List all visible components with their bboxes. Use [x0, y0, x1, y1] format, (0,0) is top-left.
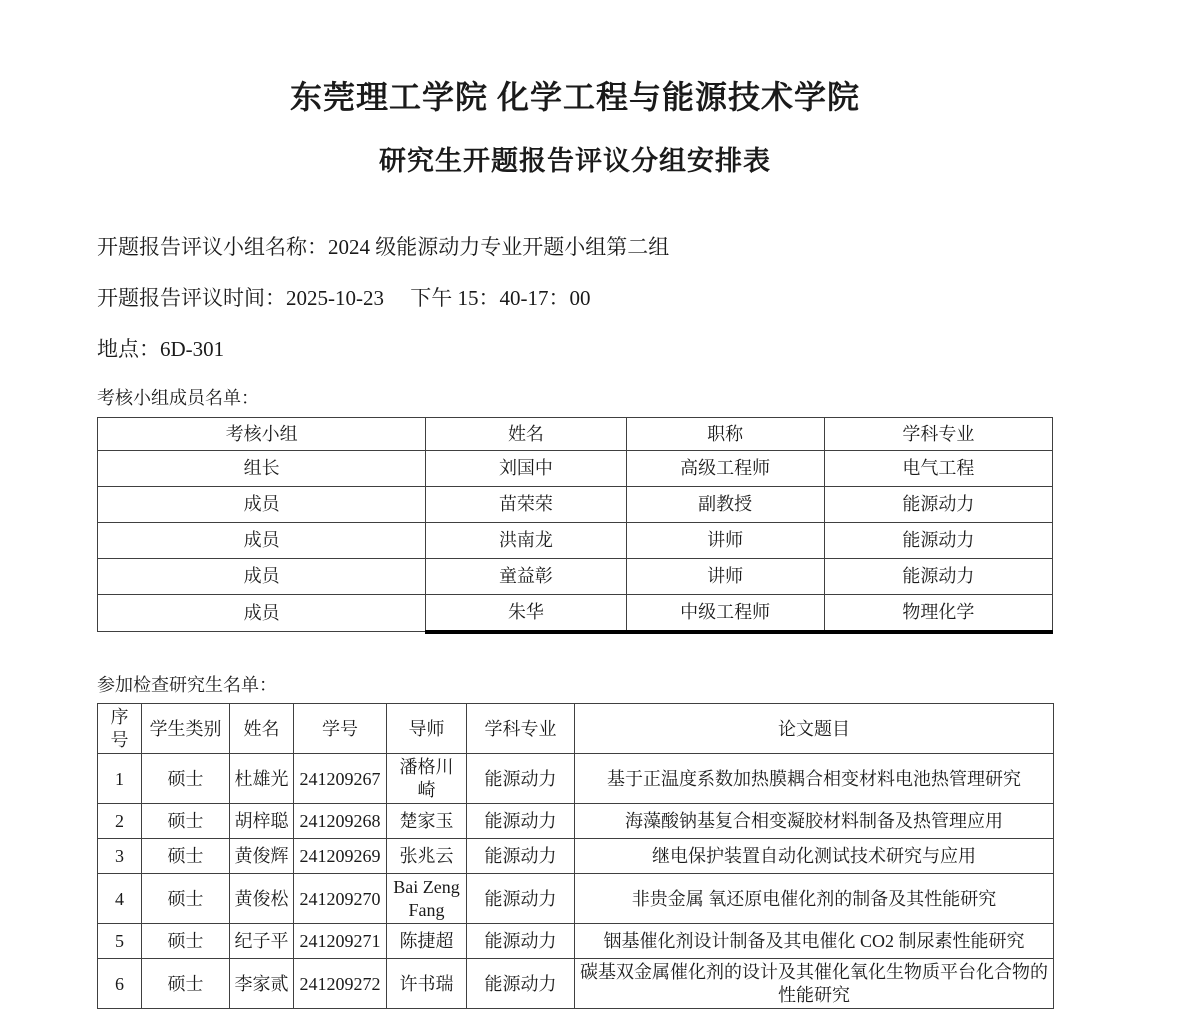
student-row [98, 804, 1054, 839]
student-row [98, 754, 1054, 804]
committee-row [98, 522, 1053, 558]
student-header-row [98, 704, 1054, 754]
student-header-cell: 论文题目 [575, 704, 1054, 754]
students-table [97, 703, 1054, 1009]
student-header-cell: 导师 [387, 704, 467, 754]
student-cell: 碳基双金属催化剂的设计及其催化氧化生物质平台化合物的性能研究 [575, 959, 1054, 1009]
student-cell: 李家贰 [230, 959, 294, 1009]
student-cell: 能源动力 [467, 804, 575, 839]
student-row [98, 874, 1054, 924]
student-cell: 非贵金属 氧还原电催化剂的制备及其性能研究 [575, 874, 1054, 924]
student-cell: 241209268 [294, 804, 387, 839]
student-cell: 241209269 [294, 839, 387, 874]
student-cell: 241209267 [294, 754, 387, 804]
student-cell: 硕士 [142, 839, 230, 874]
committee-cell: 能源动力 [824, 486, 1052, 522]
review-time-value: 2025-10-23 下午 15：40-17：00 [286, 286, 591, 311]
student-header-cell: 学号 [294, 704, 387, 754]
committee-cell: 中级工程师 [626, 594, 824, 632]
committee-cell: 朱华 [426, 594, 626, 632]
student-header-cell: 序号 [98, 704, 142, 754]
committee-cell: 成员 [98, 486, 426, 522]
committee-cell: 组长 [98, 450, 426, 486]
student-cell: 杜雄光 [230, 754, 294, 804]
student-cell: 硕士 [142, 804, 230, 839]
committee-row [98, 594, 1053, 632]
committee-header-cell: 职称 [626, 417, 824, 450]
student-cell: 基于正温度系数加热膜耦合相变材料电池热管理研究 [575, 754, 1054, 804]
student-cell: 硕士 [142, 924, 230, 959]
committee-cell: 讲师 [626, 558, 824, 594]
student-row [98, 924, 1054, 959]
committee-cell: 成员 [98, 522, 426, 558]
student-cell: 能源动力 [467, 959, 575, 1009]
student-cell: 硕士 [142, 959, 230, 1009]
location-line [97, 337, 1053, 361]
review-time-label: 开题报告评议时间： [97, 286, 286, 311]
committee-row [98, 486, 1053, 522]
student-cell: 铟基催化剂设计制备及其电催化 CO2 制尿素性能研究 [575, 924, 1054, 959]
student-header-cell: 学生类别 [142, 704, 230, 754]
group-name-line [97, 235, 1053, 259]
student-cell: 纪子平 [230, 924, 294, 959]
student-row [98, 839, 1054, 874]
group-name-label: 开题报告评议小组名称： [97, 234, 328, 259]
committee-cell: 电气工程 [824, 450, 1052, 486]
student-cell: 能源动力 [467, 874, 575, 924]
group-name-value: 2024 级能源动力专业开题小组第二组 [328, 234, 670, 259]
student-cell: Bai Zeng Fang [387, 874, 467, 924]
student-cell: 能源动力 [467, 924, 575, 959]
student-cell: 241209272 [294, 959, 387, 1009]
review-time-line [97, 286, 1053, 310]
student-cell: 黄俊辉 [230, 839, 294, 874]
committee-header-cell: 学科专业 [824, 417, 1052, 450]
student-cell: 海藻酸钠基复合相变凝胶材料制备及热管理应用 [575, 804, 1054, 839]
student-cell: 张兆云 [387, 839, 467, 874]
committee-cell: 刘国中 [426, 450, 626, 486]
committee-cell: 苗荣荣 [426, 486, 626, 522]
student-cell: 6 [98, 959, 142, 1009]
committee-row [98, 450, 1053, 486]
committee-cell: 能源动力 [824, 522, 1052, 558]
committee-cell: 物理化学 [824, 594, 1052, 632]
committee-row [98, 558, 1053, 594]
committee-cell: 成员 [98, 558, 426, 594]
student-cell: 硕士 [142, 754, 230, 804]
student-cell: 4 [98, 874, 142, 924]
committee-cell: 副教授 [626, 486, 824, 522]
document-content [97, 0, 1053, 1009]
student-cell: 5 [98, 924, 142, 959]
student-cell: 3 [98, 839, 142, 874]
student-cell: 胡梓聪 [230, 804, 294, 839]
location-value: 6D-301 [160, 337, 225, 362]
committee-cell: 洪南龙 [426, 522, 626, 558]
document-title: 东莞理工学院 化学工程与能源技术学院 [289, 79, 860, 115]
committee-section-label: 考核小组成员名单： [97, 388, 259, 409]
document-subtitle: 研究生开题报告评议分组安排表 [379, 146, 771, 177]
committee-cell: 讲师 [626, 522, 824, 558]
students-section-label: 参加检查研究生名单： [97, 674, 277, 695]
student-cell: 继电保护装置自动化测试技术研究与应用 [575, 839, 1054, 874]
student-cell: 潘格川崎 [387, 754, 467, 804]
student-row [98, 959, 1054, 1009]
student-cell: 2 [98, 804, 142, 839]
student-cell: 硕士 [142, 874, 230, 924]
location-label: 地点： [97, 337, 160, 362]
committee-header-row [98, 417, 1053, 450]
student-cell: 能源动力 [467, 754, 575, 804]
student-cell: 陈捷超 [387, 924, 467, 959]
student-cell: 楚家玉 [387, 804, 467, 839]
committee-cell: 成员 [98, 594, 426, 632]
student-cell: 241209271 [294, 924, 387, 959]
student-cell: 1 [98, 754, 142, 804]
committee-header-cell: 姓名 [426, 417, 626, 450]
student-cell: 许书瑞 [387, 959, 467, 1009]
student-cell: 能源动力 [467, 839, 575, 874]
committee-cell: 能源动力 [824, 558, 1052, 594]
student-cell: 241209270 [294, 874, 387, 924]
student-cell: 黄俊松 [230, 874, 294, 924]
student-header-cell: 姓名 [230, 704, 294, 754]
student-header-cell: 学科专业 [467, 704, 575, 754]
committee-table [97, 417, 1053, 634]
committee-cell: 童益彰 [426, 558, 626, 594]
committee-cell: 高级工程师 [626, 450, 824, 486]
committee-header-cell: 考核小组 [98, 417, 426, 450]
